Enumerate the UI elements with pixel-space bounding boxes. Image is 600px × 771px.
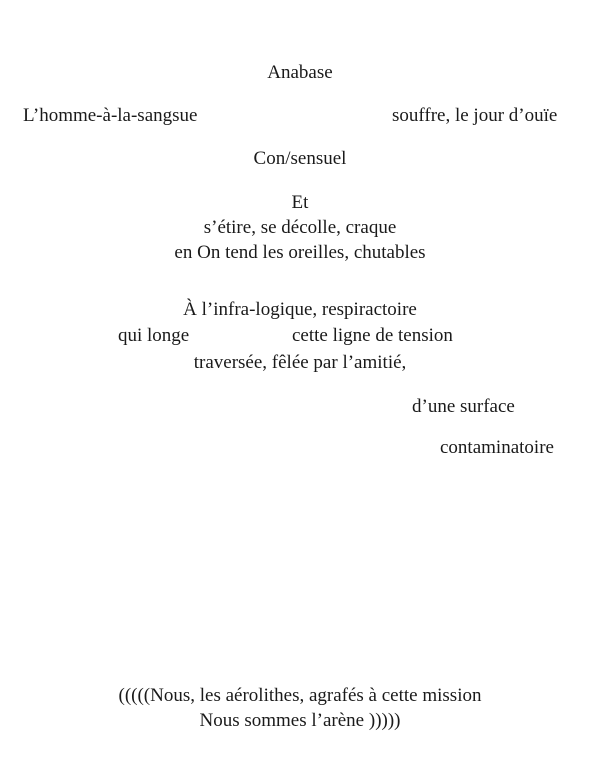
poem-line-qui-longe: qui longe <box>118 325 190 346</box>
poem-line-traversee: traversée, fêlée par l’amitié, <box>193 352 407 373</box>
poem-line-consensuel: Con/sensuel <box>253 148 347 169</box>
poem-line-setire: s’étire, se décolle, craque <box>203 217 397 238</box>
poem-title: Anabase <box>267 62 333 83</box>
poem-line-infra-logique: À l’infra-logique, respiractoire <box>183 299 417 320</box>
poem-line-contaminatoire: contaminatoire <box>440 437 554 458</box>
poem-line-homme-sangsue: L’homme-à-la-sangsue <box>23 105 198 126</box>
poem-closing-line-1: (((((Nous, les aérolithes, agrafés à cette mission <box>118 685 482 706</box>
poem-line-cette-ligne: cette ligne de tension <box>292 325 453 346</box>
poem-line-en-on: en On tend les oreilles, chutables <box>174 242 426 263</box>
poem-line-souffre: souffre, le jour d’ouïe <box>392 105 558 126</box>
poem-line-et: Et <box>291 192 309 213</box>
poem-closing-line-2: Nous sommes l’arène ))))) <box>199 710 401 731</box>
poem-line-surface: d’une surface <box>412 396 515 417</box>
